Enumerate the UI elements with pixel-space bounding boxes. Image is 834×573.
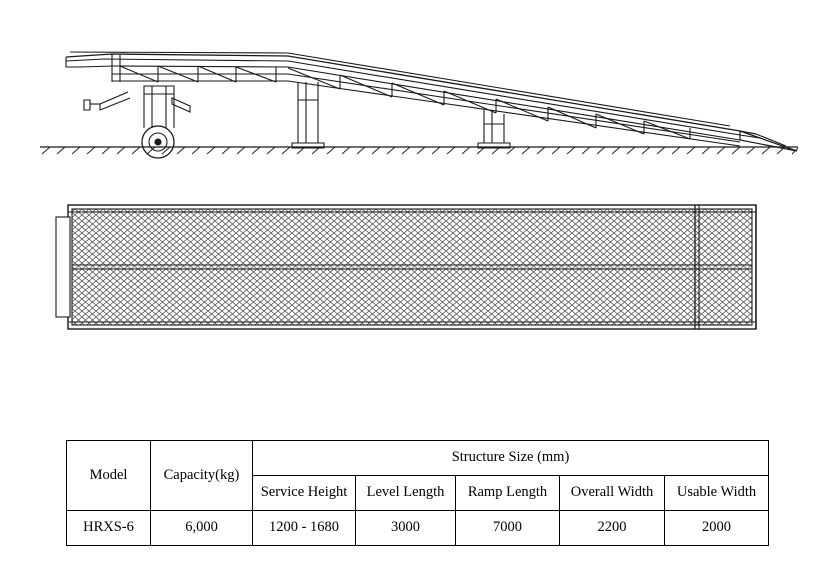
deck-grating [72, 209, 752, 325]
truss-web-slope [288, 68, 690, 139]
top-guard-edge [70, 52, 288, 53]
header-structure-size: Structure Size (mm) [253, 441, 769, 476]
header-capacity: Capacity(kg) [151, 441, 253, 511]
table-row [67, 511, 769, 546]
header-service-height: Service Height [253, 476, 356, 511]
top-view-figure [40, 185, 800, 350]
cell-level-length: 3000 [356, 511, 456, 546]
wheel-axle [155, 139, 161, 145]
support-leg-2 [484, 110, 504, 143]
truss-lower-chord-2 [112, 81, 740, 146]
truss-lower-chord [112, 74, 740, 142]
cell-overall-width: 2200 [560, 511, 665, 546]
cell-usable-width: 2000 [665, 511, 769, 546]
table-header-row-1 [67, 441, 769, 476]
header-model: Model [67, 441, 151, 511]
specification-table [66, 440, 768, 546]
tow-arm [100, 92, 130, 110]
header-usable-width: Usable Width [665, 476, 769, 511]
hydraulic-cylinder [172, 98, 190, 112]
hitch-eye [84, 100, 90, 110]
support-leg-1 [298, 82, 318, 143]
left-end-plate [66, 57, 80, 67]
cell-model: HRXS-6 [67, 511, 151, 546]
cell-capacity: 6,000 [151, 511, 253, 546]
left-end-plate [56, 217, 70, 317]
cell-ramp-length: 7000 [456, 511, 560, 546]
header-level-length: Level Length [356, 476, 456, 511]
header-ramp-length: Ramp Length [456, 476, 560, 511]
side-view-svg [40, 20, 800, 170]
header-overall-width: Overall Width [560, 476, 665, 511]
wheel-bracket [144, 86, 174, 128]
side-view-figure [40, 20, 800, 170]
cell-service-height: 1200 - 1680 [253, 511, 356, 546]
top-view-svg [40, 185, 800, 350]
